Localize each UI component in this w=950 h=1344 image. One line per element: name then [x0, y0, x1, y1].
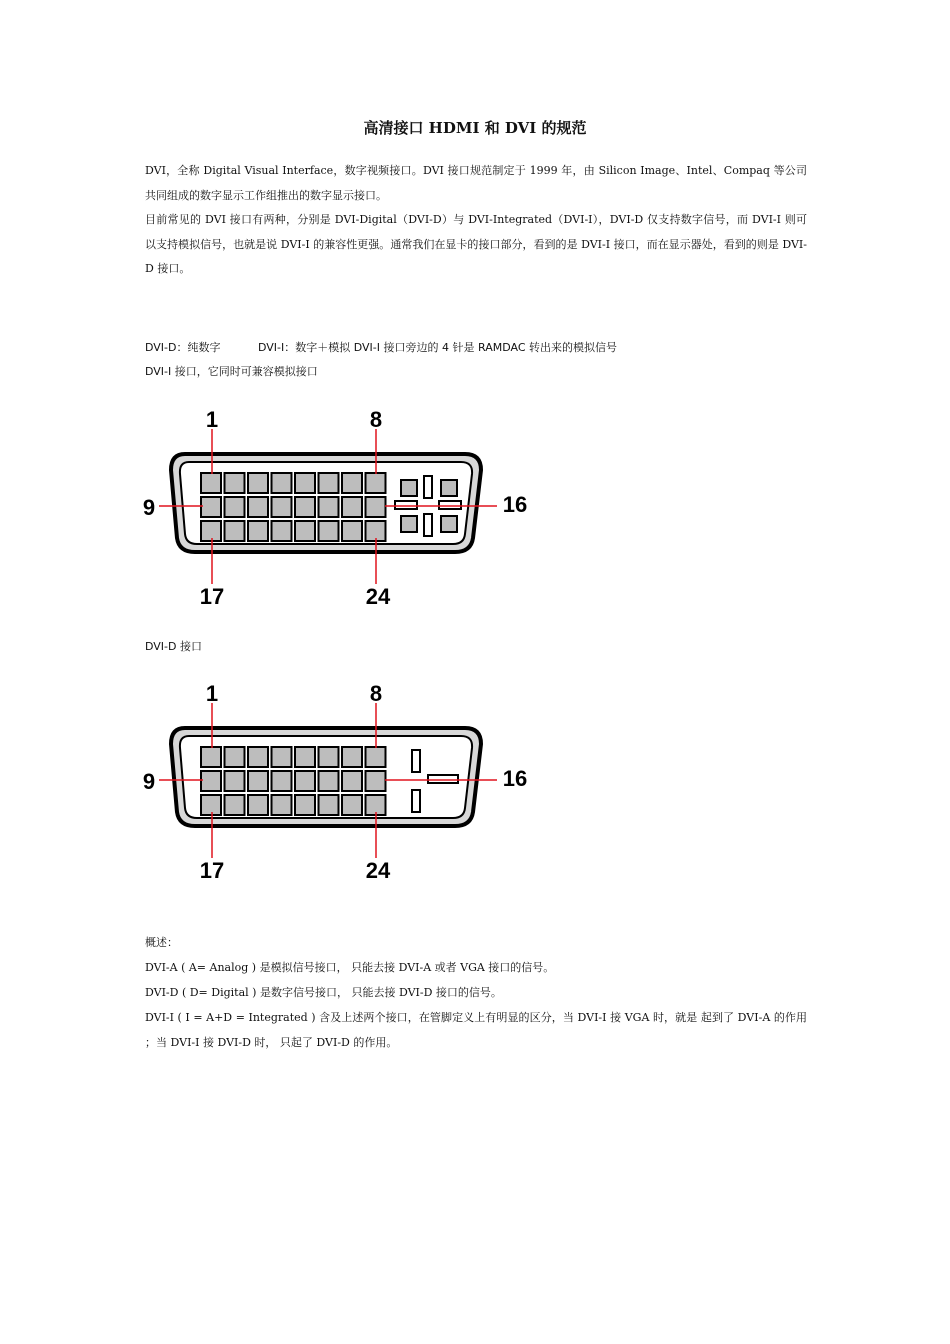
digital-pin [225, 497, 245, 517]
ground-blade [428, 775, 458, 783]
digital-pin [225, 521, 245, 541]
digital-pin [201, 497, 221, 517]
digital-pin [201, 473, 221, 493]
digital-pin [319, 473, 339, 493]
digital-pin [366, 747, 386, 767]
digital-pin [342, 771, 362, 791]
analog-pin-c2 [441, 480, 457, 496]
pin-label-9: 9 [142, 495, 156, 520]
digital-pin [225, 771, 245, 791]
intro-paragraph-1: DVI，全称 Digital Visual Interface，数字视频接口。DVI 接口规范制定于 1999 年，由 Silicon Image、Intel、Compaq 等公司共同组成的数字显示工作组推出的数字显示接口。 [145, 164, 807, 202]
digital-pin [248, 473, 268, 493]
summary-dvi-a: DVI-A ( A= Analog ) 是模拟信号接口， 只能去接 DVI-A 或者 VGA 接口的信号。 [145, 961, 555, 974]
digital-pin [225, 747, 245, 767]
dvi-d-connector-diagram [135, 672, 535, 892]
digital-pin [319, 497, 339, 517]
digital-pin [319, 521, 339, 541]
digital-pin [201, 521, 221, 541]
caption-dvi-d-label: DVI-D：纯数字 [145, 341, 221, 354]
digital-pin [248, 795, 268, 815]
pin-label-16: 16 [502, 766, 528, 791]
digital-pin [342, 747, 362, 767]
digital-pin [201, 795, 221, 815]
pin-label-8: 8 [369, 681, 383, 706]
digital-pin [342, 795, 362, 815]
digital-pin [225, 473, 245, 493]
pin-label-8: 8 [369, 407, 383, 432]
summary-heading: 概述： [145, 936, 178, 949]
digital-pin [272, 795, 292, 815]
digital-pin [319, 795, 339, 815]
analog-key-bottom [424, 514, 432, 536]
pin-label-9: 9 [142, 769, 156, 794]
summary-dvi-i: DVI-I ( I = A+D = Integrated ) 含及上述两个接口，在管脚定义上有明显的区分，当 DVI-I 接 VGA 时，就是 起到了 DVI-A 的作用 ；当 DVI-I 接 DVI-D 时， 只起了 DVI-D 的作用。 [145, 1011, 807, 1049]
digital-pin [248, 771, 268, 791]
pin-label-1: 1 [205, 681, 219, 706]
key-slot-bottom [412, 790, 420, 812]
pin-label-24: 24 [365, 858, 391, 883]
analog-key-top [424, 476, 432, 498]
digital-pin [248, 747, 268, 767]
digital-pin [272, 497, 292, 517]
digital-pin [342, 473, 362, 493]
caption-line-1 [145, 339, 617, 355]
caption-dvi-i-label: DVI-I：数字＋模拟 DVI-I 接口旁边的 4 针是 RAMDAC 转出来的模拟信号 [258, 341, 617, 354]
caption-dvi-i-interface: DVI-I 接口，它同时可兼容模拟接口 [145, 365, 318, 378]
digital-pin [272, 771, 292, 791]
analog-pin-c3 [401, 516, 417, 532]
digital-pin [272, 521, 292, 541]
digital-pin [342, 521, 362, 541]
pin-label-24: 24 [365, 584, 391, 609]
key-slot-top [412, 750, 420, 772]
digital-pin [295, 521, 315, 541]
pin-label-17: 17 [199, 584, 225, 609]
digital-pin [272, 473, 292, 493]
pin-label-17: 17 [199, 858, 225, 883]
digital-pin [272, 747, 292, 767]
summary-dvi-d: DVI-D ( D= Digital ) 是数字信号接口， 只能去接 DVI-D 接口的信号。 [145, 986, 502, 999]
digital-pin [342, 497, 362, 517]
page-title: 高清接口 HDMI 和 DVI 的规范 [363, 119, 587, 137]
digital-pin [295, 473, 315, 493]
digital-pin [319, 747, 339, 767]
ground-blade-left [395, 501, 417, 509]
digital-pin [295, 497, 315, 517]
ground-blade-right [439, 501, 461, 509]
digital-pin [248, 497, 268, 517]
dvi-i-connector-diagram [135, 398, 535, 618]
intro-paragraph-2: 目前常见的 DVI 接口有两种，分别是 DVI-Digital（DVI-D）与 DVI-Integrated（DVI-I），DVI-D 仅支持数字信号，而 DVI-I 则可以支持模拟信号，也就是说 DVI-I 的兼容性更强。通常我们在显卡的接口部分，看到的是 DVI-I 接口，而在显示器处，看到的则是 DVI-D 接口。 [145, 213, 807, 275]
digital-pin [225, 795, 245, 815]
caption-dvi-d-interface: DVI-D 接口 [145, 640, 202, 653]
digital-pin [295, 771, 315, 791]
pin-label-16: 16 [502, 492, 528, 517]
digital-pin [201, 771, 221, 791]
digital-pin [201, 747, 221, 767]
analog-pin-c1 [401, 480, 417, 496]
digital-pin [366, 771, 386, 791]
analog-pin-c4 [441, 516, 457, 532]
digital-pin [295, 747, 315, 767]
digital-pin [248, 521, 268, 541]
pin-label-1: 1 [205, 407, 219, 432]
digital-pin [366, 473, 386, 493]
digital-pin [319, 771, 339, 791]
digital-pin [366, 497, 386, 517]
digital-pin [295, 795, 315, 815]
